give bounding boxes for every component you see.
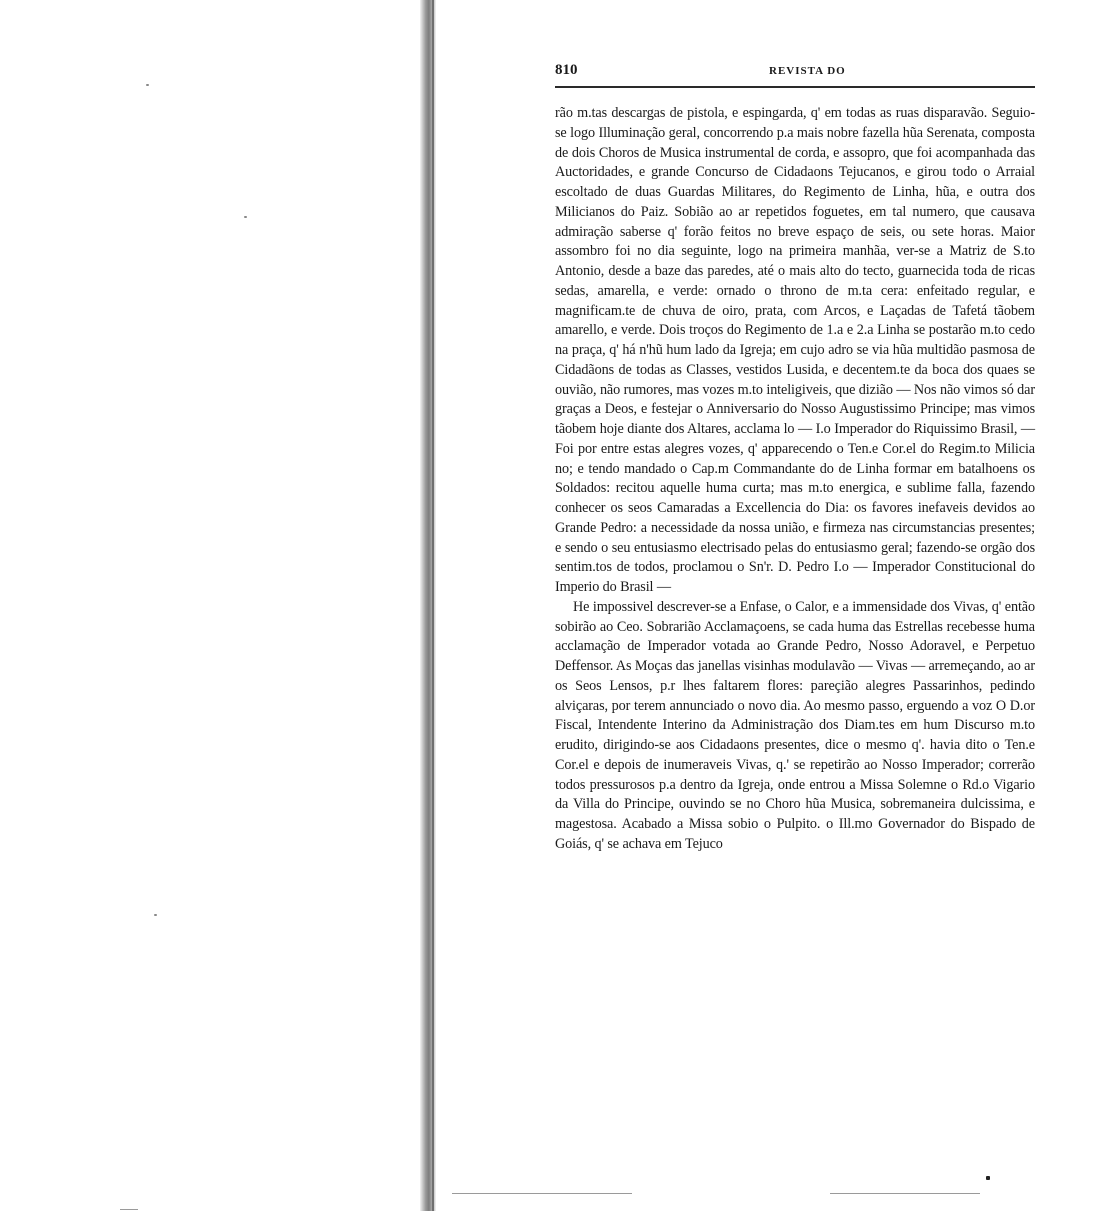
scan-bottom-rule <box>830 1193 980 1194</box>
running-header <box>555 62 1035 82</box>
scan-speck <box>986 1176 990 1180</box>
header-rule <box>555 86 1035 88</box>
paragraph: He impossivel descrever-se a Enfase, o Calor, e a immensidade dos Vivas, q' então sobirão ao Ceo. Sobrarião Acclamaçoens, se cada huma das Estrellas recebesse huma acclamação de Imperador votada ao Grande Pedro, Nosso Adoravel, e Perpetuo Deffensor. As Moças das janellas visinhas modulavão — Vivas — arremeçando, ao ar os Seos Lensos, p.r lhes faltarem flores: pareçião alegres Passarinhos, pedindo alviçaras, por terem annunciado o novo dia. Ao mesmo passo, erguendo a voz O D.or Fiscal, Intendente Interino da Administração dos Diam.tes em hum Discurso m.to erudito, dirigindo-se aos Cidadaons presentes, dice o mesmo q'. havia dito o Ten.e Cor.el e depois de inumeraveis Vivas, q.' se repetirão ao Nosso Imperador; correrão todos pressurosos p.a dentro da Igreja, onde entrou a Missa Solemne o Rd.o Vigario da Villa do Principe, ouvindo se no Choro hũa Musica, sobremaneira dulcissima, e magestosa. Acabado a Missa sobio o Pulpito. o Ill.mo Governador do Bispado de Goiás, q' se achava em Tejuco <box>555 598 1035 852</box>
journal-title: REVISTA DO <box>769 65 846 77</box>
document-page <box>555 62 1035 855</box>
scan-bottom-rule <box>452 1193 632 1194</box>
scan-bottom-rule <box>120 1209 138 1210</box>
scan-speck <box>154 914 157 916</box>
scan-speck <box>146 84 149 86</box>
scan-speck <box>244 216 247 218</box>
body-text <box>555 104 1035 855</box>
binding-line <box>432 0 434 1211</box>
paragraph: rão m.tas descargas de pistola, e espingarda, q' em todas as ruas disparavão. Seguio-se logo Illuminação geral, concorrendo p.a mais nobre fazella hũa Serenata, composta de dois Choros de Musica instrumental de corda, e assopro, que foi acompanhada das Auctoridades, e grande Concurso de Cidadaons Tejucanos, e girou todo o Arraial escoltado de duas Guardas Militares, do Regimento de Linha, hũa, e outra dos Milicianos do Paiz. Sobião ao ar repetidos foguetes, em tal numero, que causava admiração saberse q' forão feitos no breve espaço de seis, ou sete horas. Maior assombro foi no dia seguinte, logo na primeira manhãa, ver-se a Matriz de S.to Antonio, desde a baze das paredes, até o mais alto do tecto, guarnecida toda de ricas sedas, amarella, e verde: ornado o throno de m.ta cera: enfeitado regular, e magnificam.te de chuva de oiro, prata, com Arcos, e Laçadas de Tafetá tãobem amarello, e verde. Dois troços do Regimento de 1.a e 2.a Linha se postarão m.to cedo na praça, q' há n'hũ hum lado da Igreja; em cujo adro se via hũa multidão pasmosa de Cidadãons de todas as Classes, vestidos Lusida, e decentem.te da boca dos quaes se ouvião, não rumores, mas vozes m.to inteligiveis, que dizião — Nos não vimos só dar graças a Deos, e festejar o Anniversario do Nosso Augustissimo Principe; mas vimos tãobem hoje diante dos Altares, acclama lo — I.o Imperador do Riquissimo Brasil, — Foi por entre estas alegres vozes, q' apparecendo o Ten.e Cor.el do Regim.to Milicia no; e tendo mandado o Cap.m Commandante do de Linha formar em batalhoens os Soldados: recitou aquelle huma curta; mas m.to energica, e sublime falla, fazendo conhecer os seos Camaradas a Excellencia do Dia: os favores inefaveis devidos ao Grande Pedro: a necessidade da nossa união, e firmeza nas circumstancias presentes; e sendo o seu entusiasmo electrisado pelas do entusiasmo geral; fazendo-se orgão dos sentim.tos de todos, proclamou o Sn'r. D. Pedro I.o — Imperador Constitucional do Imperio do Brasil — <box>555 105 1035 595</box>
page-number: 810 <box>555 62 578 78</box>
